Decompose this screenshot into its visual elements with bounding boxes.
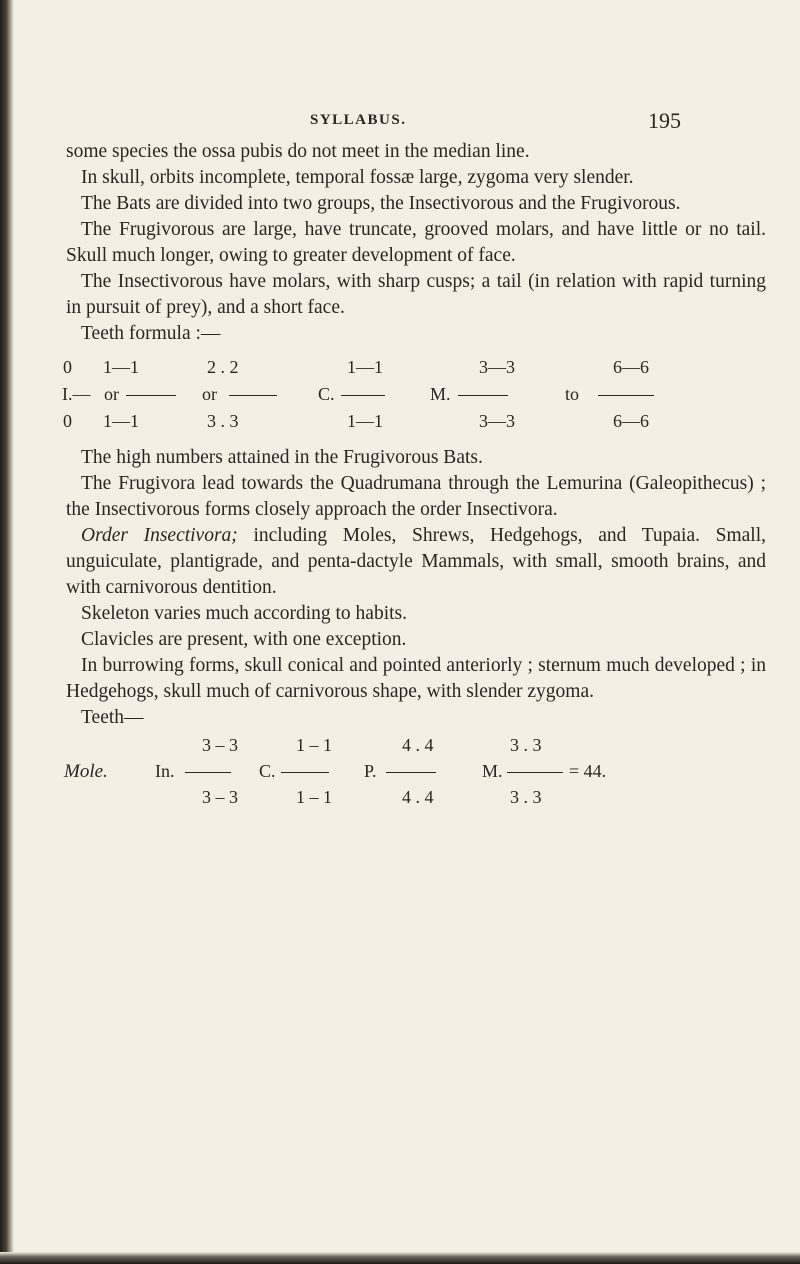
paragraph: The Frugivora lead towards the Quadrumana through the Lemurina (Galeopithecus) ; the Insectivorous forms closely approach the order Insectivora.: [66, 473, 766, 520]
page-body: [62, 139, 766, 815]
page-header: [0, 108, 800, 138]
mole-total: = 44.: [569, 761, 607, 781]
formula-lower-molar: 3—3: [479, 411, 515, 431]
paragraph: Skeleton varies much according to habits.: [81, 603, 407, 624]
paragraph: The Bats are divided into two groups, the Insectivorous and the Frugivorous.: [81, 193, 681, 214]
mole-lower-premolar: 4 . 4: [402, 787, 434, 807]
mole-upper-premolar: 4 . 4: [402, 735, 434, 755]
formula-lower-incisor-alt: 1—1: [103, 411, 139, 431]
paragraph: [66, 523, 766, 601]
mole-upper-incisor: 3 – 3: [202, 735, 238, 755]
mole-upper-molar: 3 . 3: [510, 735, 542, 755]
formula-label-or: or: [202, 384, 217, 404]
paragraph: The Frugivorous are large, have truncate, grooved molars, and have little or no tail. Skull much longer, owing to greater development of face.: [66, 219, 766, 266]
paragraph: The Insectivorous have molars, with sharp cusps; a tail (in relation with rapid turning in pursuit of prey), and a short face.: [66, 271, 766, 318]
mole-lower-incisor: 3 – 3: [202, 787, 238, 807]
formula-lower-molar-max: 6—6: [613, 411, 649, 431]
book-spine-shadow: [0, 0, 14, 1264]
formula-lower-canine: 1—1: [347, 411, 383, 431]
paragraph: some species the ossa pubis do not meet in the median line.: [66, 141, 530, 162]
formula-lower-incisor-alt2: 3 . 3: [207, 411, 239, 431]
mole-lower-canine: 1 – 1: [296, 787, 332, 807]
fraction-rule: [185, 772, 231, 773]
fraction-rule: [507, 772, 563, 773]
mole-teeth-formula: [66, 735, 766, 815]
formula-label-incisor: I.—: [62, 384, 91, 404]
formula-upper-incisor-alt: 1—1: [103, 357, 139, 377]
mole-lower-molar: 3 . 3: [510, 787, 542, 807]
mole-label-canine: C.: [259, 761, 276, 781]
paragraph: In burrowing forms, skull conical and pointed anteriorly ; sternum much developed ; in Hedgehogs, skull much of carnivorous shape, with slender zygoma.: [66, 655, 766, 702]
order-name: Order Insectivora;: [81, 525, 238, 546]
formula-label-molar: M.: [430, 384, 451, 404]
animal-label: Mole.: [64, 761, 108, 782]
formula-label-to: to: [565, 384, 580, 404]
fraction-rule: [598, 395, 654, 396]
bat-teeth-formula: [62, 357, 766, 437]
paragraph: Teeth formula :—: [81, 323, 221, 344]
formula-label-canine: C.: [318, 384, 335, 404]
formula-label-or: or: [104, 384, 119, 404]
mole-upper-canine: 1 – 1: [296, 735, 332, 755]
fraction-rule: [229, 395, 277, 396]
fraction-rule: [386, 772, 436, 773]
formula-upper-incisor: 0: [63, 357, 72, 377]
formula-upper-incisor-alt2: 2 . 2: [207, 357, 239, 377]
paragraph-text: including Moles, Shrews, Hedgehogs, and Tupaia. Small, unguiculate, plantigrade, and penta-dactyle Mammals, with small, smooth brains, and with carnivorous dentition.: [66, 525, 766, 598]
paragraph: Clavicles are present, with one exception.: [81, 629, 407, 650]
mole-label-premolar: P.: [364, 761, 377, 781]
paragraph: The high numbers attained in the Frugivorous Bats.: [81, 447, 483, 468]
paragraph: Teeth—: [81, 707, 144, 728]
mole-label-molar: M.: [482, 761, 503, 781]
running-head: SYLLABUS.: [310, 112, 407, 128]
formula-upper-canine: 1—1: [347, 357, 383, 377]
fraction-rule: [126, 395, 176, 396]
paragraph: In skull, orbits incomplete, temporal fossæ large, zygoma very slender.: [81, 167, 634, 188]
fraction-rule: [341, 395, 385, 396]
page-number: 195: [648, 108, 681, 133]
formula-upper-molar-max: 6—6: [613, 357, 649, 377]
page-bottom-edge: [0, 1252, 800, 1264]
fraction-rule: [281, 772, 329, 773]
mole-label-incisor: In.: [155, 761, 175, 781]
formula-lower-incisor: 0: [63, 411, 72, 431]
fraction-rule: [458, 395, 508, 396]
formula-upper-molar: 3—3: [479, 357, 515, 377]
